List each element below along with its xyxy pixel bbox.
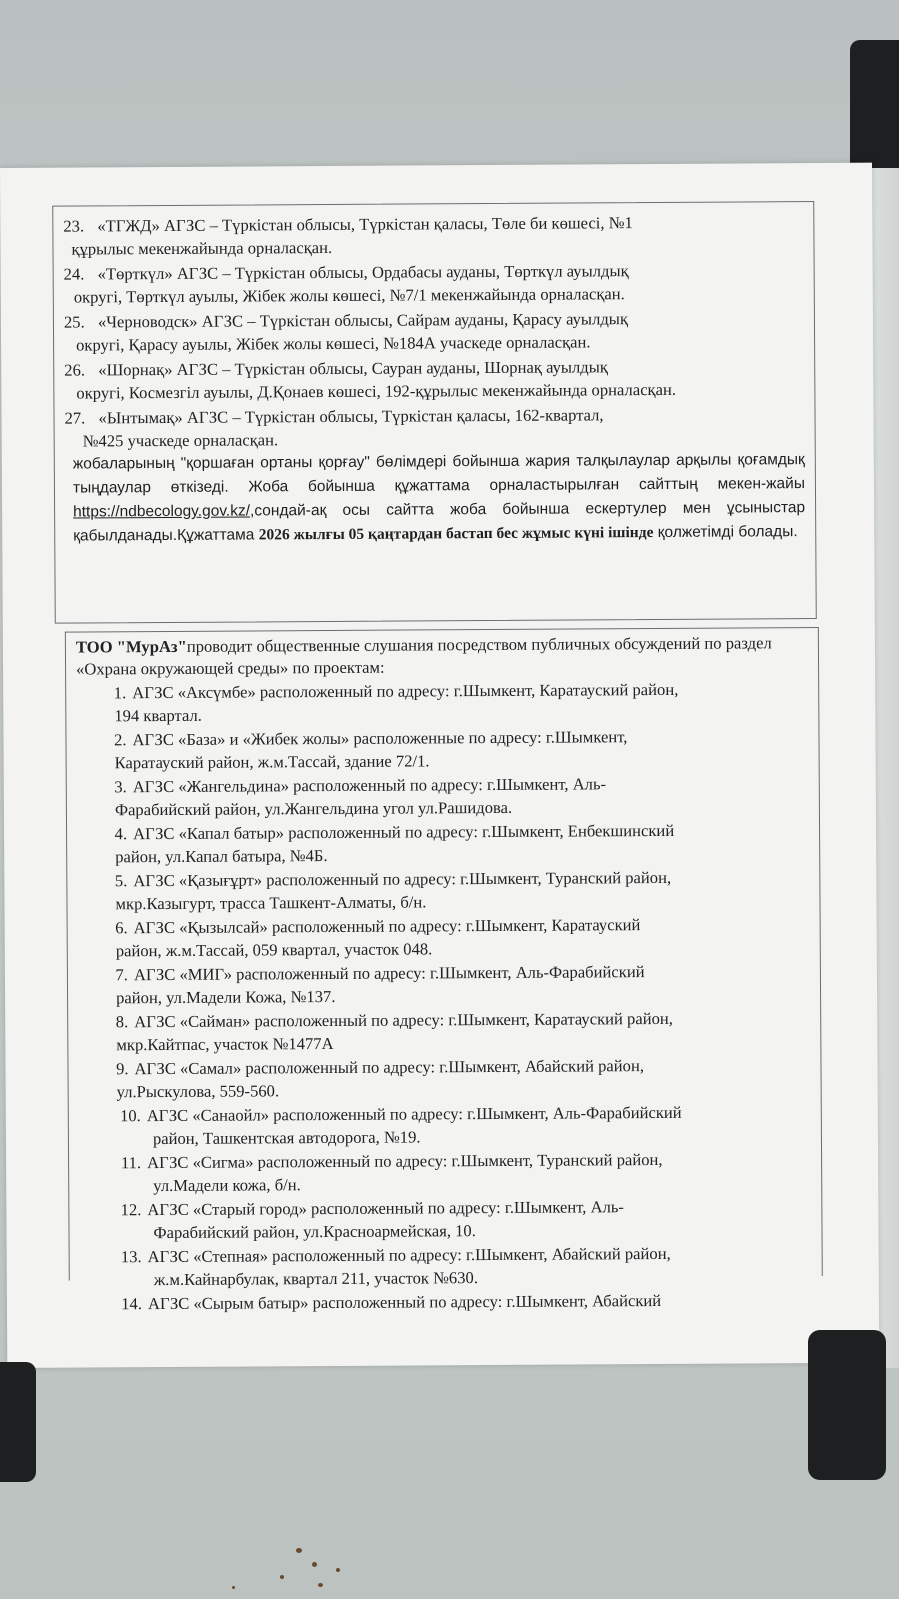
- item-number: 14.: [121, 1294, 142, 1314]
- kz-list-item-27: [54, 402, 814, 430]
- item-text: АГЗС «Санаойл» расположенный по адресу: г.Шымкент, Аль-Фарабийский: [146, 1102, 682, 1126]
- item-continuation: район, ул.Мадели Кожа, №137.: [116, 986, 336, 1008]
- ru-list-item-2: [66, 724, 818, 752]
- kazakh-notice-box: [52, 201, 817, 624]
- availability-date: 2026 жылғы 05 қаңтардан бастап бес жұмыс күні ішінде: [258, 524, 654, 544]
- item-continuation: округі, Космезгіл ауылы, Д.Қонаев көшесі, 192-құрылыс мекенжайында орналасқан.: [76, 379, 677, 403]
- ru-list-item-14: [70, 1288, 822, 1316]
- ru-list-item-3: [67, 771, 819, 799]
- ru-list-item-6: [68, 912, 820, 940]
- item-text: АГЗС «Қызылсай» расположенный по адресу: г.Шымкент, Каратауский: [133, 915, 641, 938]
- item-continuation: 194 квартал.: [114, 705, 202, 726]
- item-text: АГЗС «Аксүмбе» расположенный по адресу: г.Шымкент, Каратауский район,: [132, 679, 679, 703]
- tape-bottom-left: [0, 1362, 36, 1482]
- notice-sheet: [0, 163, 879, 1368]
- item-text: «Шорнақ» АГЗС – Түркістан облысы, Сауран ауданы, Шорнақ ауылдық: [98, 357, 609, 380]
- kz-list-item-24: [54, 258, 814, 286]
- item-number: 10.: [119, 1106, 141, 1126]
- item-number: 9.: [115, 1059, 129, 1079]
- item-text: АГЗС «Капал батыр» расположенный по адресу: г.Шымкент, Енбекшинский: [133, 820, 675, 844]
- item-text: АГЗС «Жангельдина» расположенный по адресу: г.Шымкент, Аль-: [132, 774, 607, 797]
- item-text: АГЗС «Сигма» расположенный по адресу: г.Шымкент, Туранский район,: [147, 1149, 663, 1173]
- item-continuation: округі, Төрткүл ауылы, Жібек жолы көшесі, №7/1 мекенжайында орналасқан.: [73, 284, 625, 307]
- item-number: 6.: [115, 918, 128, 938]
- item-continuation: мкр.Кайтпас, участок №1477А: [116, 1033, 334, 1055]
- item-continuation: Каратауский район, ж.м.Тассай, здание 72/1.: [114, 751, 430, 773]
- ru-intro-paragraph: [66, 628, 818, 681]
- item-number: 11.: [120, 1153, 142, 1173]
- item-text: АГЗС «Қазығұрт» расположенный по адресу: г.Шымкент, Туранский район,: [133, 867, 672, 891]
- ru-list-item-12: [69, 1194, 821, 1222]
- organization-name: ТОО "МурАз": [75, 636, 187, 657]
- intro-text: проводит общественные слушания посредством публичных обсуждений по раздел «Охрана окружающей среды» по проектам:: [76, 633, 772, 679]
- kz-list-item-25: [54, 306, 814, 334]
- wall-stain: [296, 1548, 302, 1553]
- item-number: 2.: [113, 730, 127, 750]
- kz-announcement-paragraph: [55, 448, 816, 549]
- item-continuation: ул.Рыскулова, 559-560.: [116, 1081, 280, 1102]
- wall-stain: [336, 1568, 340, 1572]
- item-continuation: Фарабийский район, ул.Жангельдина угол ул.Рашидова.: [114, 797, 513, 820]
- item-text: АГЗС «Самал» расположенный по адресу: г.Шымкент, Абайский район,: [134, 1056, 645, 1079]
- item-continuation: район, ул.Капал батыра, №4Б.: [115, 846, 328, 867]
- ru-list-item-10: [69, 1100, 821, 1128]
- kz-list-item-23: [53, 210, 813, 238]
- ru-list-item-5: [67, 865, 819, 893]
- item-number: 23.: [63, 216, 85, 236]
- paragraph-text: ,сондай-ақ осы сайтта жоба бойынша ескертулер мен ұсыныстар қабылданады.Құжаттама: [73, 499, 806, 545]
- wall-stain: [318, 1583, 323, 1587]
- ru-list-item-4: [67, 818, 819, 846]
- tape-bottom-right: [808, 1330, 886, 1480]
- item-continuation: ж.м.Кайнарбулак, квартал 211, участок №630.: [153, 1268, 479, 1290]
- ru-list-item-7: [68, 959, 820, 987]
- item-continuation: район, ж.м.Тассай, 059 квартал, участок 048.: [115, 939, 433, 961]
- item-continuation: округі, Қарасу ауылы, Жібек жолы көшесі, №184А учаскеде орналасқан.: [76, 332, 591, 355]
- item-number: 3.: [114, 777, 127, 797]
- item-number: 8.: [115, 1012, 129, 1032]
- item-text: «Төрткүл» АГЗС – Түркістан облысы, Ордабасы ауданы, Төрткүл ауылдық: [97, 261, 629, 284]
- ru-list-item-13: [70, 1241, 822, 1269]
- ru-list-item-9: [68, 1053, 820, 1081]
- item-number: 4.: [114, 824, 128, 844]
- item-text: АГЗС «Степная» расположенный по адресу: г.Шымкент, Абайский район,: [147, 1243, 671, 1267]
- item-number: 1.: [113, 683, 127, 703]
- item-continuation: ул.Мадели кожа, б/н.: [153, 1175, 301, 1196]
- item-number: 26.: [64, 360, 86, 380]
- item-number: 27.: [64, 408, 86, 428]
- item-number: 5.: [114, 871, 128, 891]
- tape-top-right: [850, 40, 899, 180]
- item-continuation: мкр.Казыгурт, трасса Ташкент-Алматы, б/н.: [115, 892, 427, 914]
- documentation-link[interactable]: https://ndbecology.gov.kz/: [73, 502, 251, 521]
- item-text: АГЗС «Сайман» расположенный по адресу: г.Шымкент, Каратауский район,: [134, 1008, 673, 1032]
- ru-list-item-8: [68, 1006, 820, 1034]
- item-text: АГЗС «База» и «Жибек жолы» расположенные по адресу: г.Шымкент,: [132, 727, 628, 750]
- item-number: 13.: [120, 1247, 142, 1267]
- item-continuation: құрылыс мекенжайында орналасқан.: [71, 237, 333, 259]
- item-text: АГЗС «МИГ» расположенный по адресу: г.Шымкент, Аль-Фарабийский: [133, 962, 645, 985]
- item-text: АГЗС «Сырым батыр» расположенный по адресу: г.Шымкент, Абайский: [147, 1290, 662, 1314]
- item-continuation: Фарабийский район, ул.Красноармейская, 10.: [153, 1221, 476, 1243]
- russian-notice-box: [65, 627, 823, 1314]
- item-text: «Черноводск» АГЗС – Түркістан облысы, Сайрам ауданы, Қарасу ауылдық: [97, 309, 629, 332]
- item-text: «Ынтымақ» АГЗС – Түркістан облысы, Түркістан қаласы, 162-квартал,: [98, 405, 604, 428]
- item-number: 12.: [120, 1200, 142, 1220]
- paragraph-text: жобаларының "қоршаған ортаны қорғау" бөлімдері бойынша жария талқылаулар арқылы қоғамдық тыңдаулар өткізеді. Жоба бойынша құжаттама орналастырылған сайттың мекен-жайы: [72, 451, 805, 497]
- wall-stain: [232, 1586, 235, 1589]
- item-text: «ТГЖД» АГЗС – Түркістан облысы, Түркістан қаласы, Төле би көшесі, №1: [97, 213, 633, 236]
- item-number: 24.: [63, 264, 85, 284]
- paragraph-text: қолжетімді болады.: [653, 523, 798, 542]
- item-number: 7.: [115, 965, 128, 985]
- item-text: АГЗС «Старый город» расположенный по адресу: г.Шымкент, Аль-: [147, 1197, 624, 1220]
- item-continuation: район, Ташкентская автодорога, №19.: [152, 1127, 421, 1149]
- item-number: 25.: [63, 312, 85, 332]
- ru-list-item-1: [66, 677, 818, 705]
- wall-stain: [280, 1575, 284, 1579]
- ru-list-item-11: [69, 1147, 821, 1175]
- kz-list-item-26: [54, 354, 814, 382]
- wall-stain: [312, 1562, 317, 1567]
- item-continuation: №425 учаскеде орналасқан.: [82, 430, 279, 451]
